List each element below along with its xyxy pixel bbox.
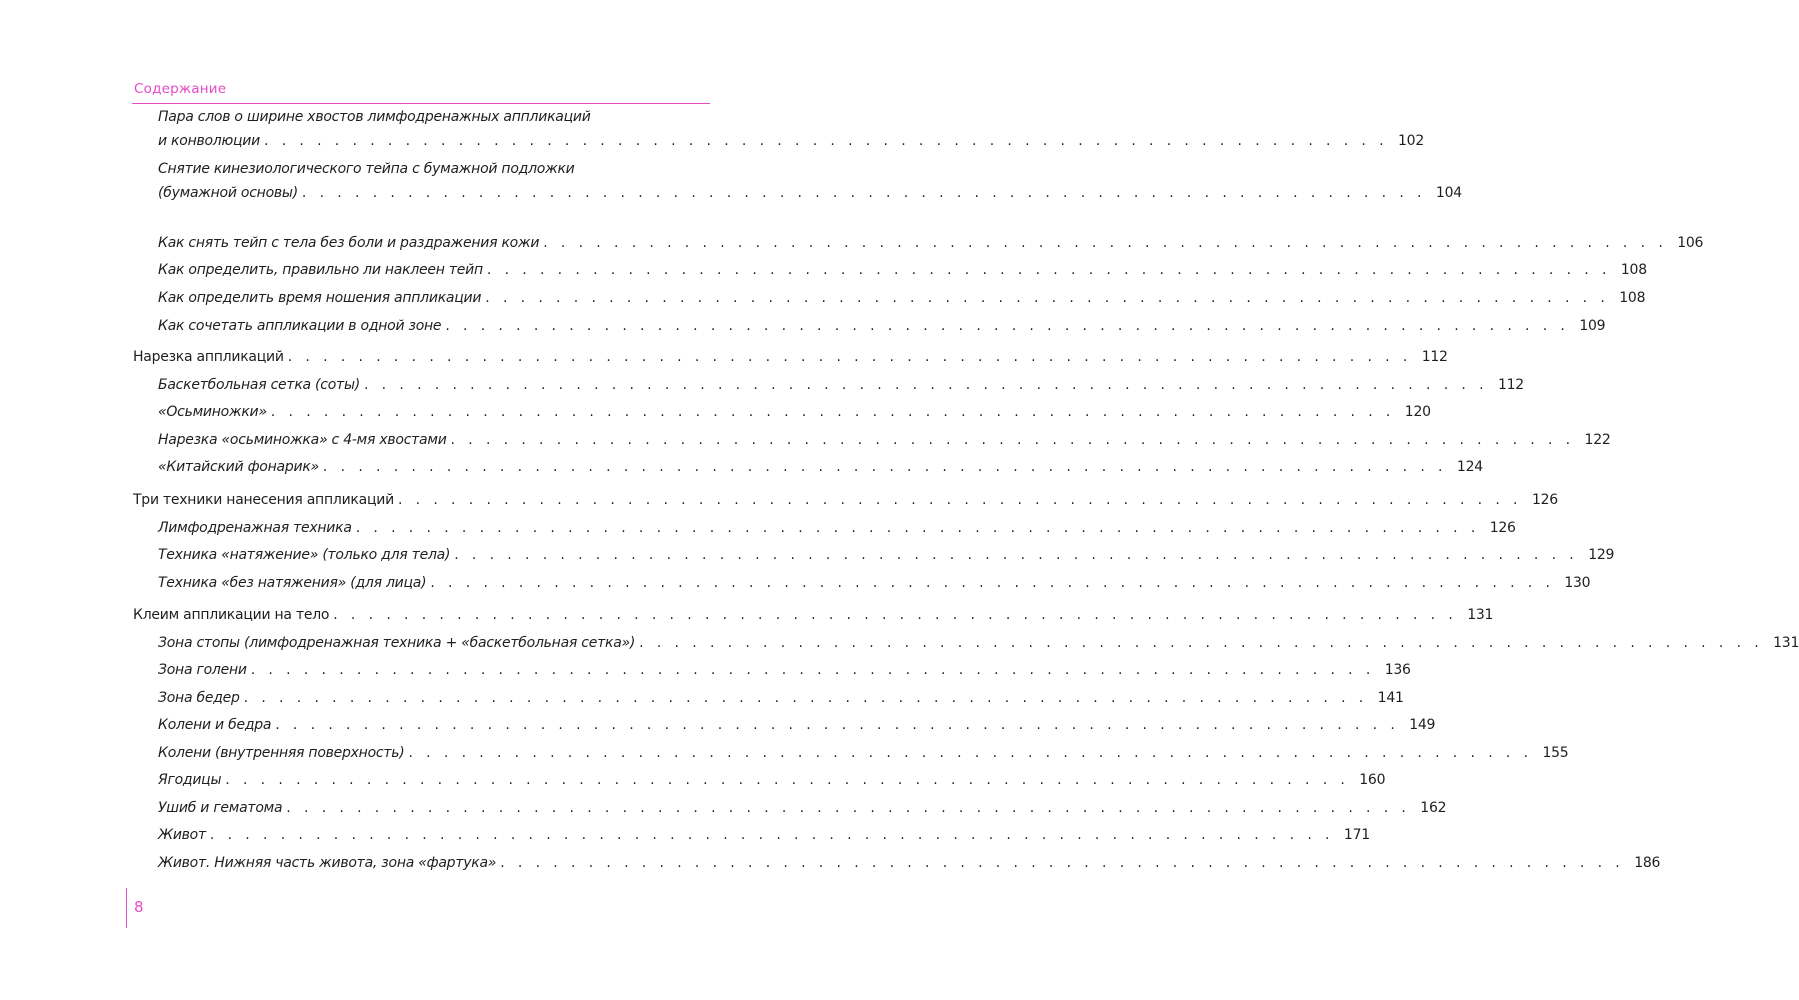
toc-subsection-entry: [158, 455, 1483, 479]
toc-entry-title: «Осьминожки»: [158, 404, 267, 420]
toc-entry-title: Как определить, правильно ли наклеен тейп: [158, 262, 483, 278]
toc-entry-title: Лимфодренажная техника: [158, 520, 352, 536]
dot-leader: . . . . . . . . . . . . . . . . . . . . . . . . . . . . . . . . . . . . . . . . . . . . . . . . . . . . . . . . . . . . . . . .: [225, 772, 1350, 788]
toc-entry-title: Как снять тейп с тела без боли и раздражения кожи: [158, 235, 540, 251]
toc-page-number: 162: [1420, 800, 1447, 816]
toc-page-number: 129: [1588, 547, 1615, 563]
toc-subsection-entry: [158, 686, 1404, 710]
toc-entry-title: Баскетбольная сетка (соты): [158, 377, 360, 393]
toc-subsection-entry: [158, 713, 1436, 737]
toc-entry-title-line: Пара слов о ширине хвостов лимфодренажных аппликаций: [158, 109, 591, 125]
toc-page-number: 104: [1435, 185, 1462, 201]
toc-subsection-entry: [158, 157, 1462, 205]
toc-entry-title: и конволюции: [158, 133, 260, 149]
toc-page-number: 131: [1773, 635, 1799, 651]
dot-leader: . . . . . . . . . . . . . . . . . . . . . . . . . . . . . . . . . . . . . . . . . . . . . . . . . . . . . . . . . . . . . . . .: [485, 290, 1610, 306]
toc-entry-title: Ушиб и гематома: [158, 800, 283, 816]
toc-page-number: 130: [1564, 575, 1591, 591]
dot-leader: . . . . . . . . . . . . . . . . . . . . . . . . . . . . . . . . . . . . . . . . . . . . . . . . . . . . . . . . . . . . . . . .: [639, 635, 1764, 651]
dot-leader: . . . . . . . . . . . . . . . . . . . . . . . . . . . . . . . . . . . . . . . . . . . . . . . . . . . . . . . . . . . . . . . .: [275, 717, 1400, 733]
dot-leader: . . . . . . . . . . . . . . . . . . . . . . . . . . . . . . . . . . . . . . . . . . . . . . . . . . . . . . . . . . . . . . . .: [500, 855, 1625, 871]
toc-page-number: 149: [1409, 717, 1436, 733]
toc-entry-title-line: Снятие кинезиологического тейпа с бумажной подложки: [158, 161, 575, 177]
dot-leader: . . . . . . . . . . . . . . . . . . . . . . . . . . . . . . . . . . . . . . . . . . . . . . . . . . . . . . . . . . . . . . . .: [397, 492, 1522, 508]
toc-section-entry: [133, 488, 1558, 512]
dot-leader: . . . . . . . . . . . . . . . . . . . . . . . . . . . . . . . . . . . . . . . . . . . . . . . . . . . . . . . . . . . . . . . .: [486, 262, 1611, 278]
page-number-marker: [126, 888, 127, 928]
toc-subsection-entry: [158, 823, 1370, 847]
dot-leader: . . . . . . . . . . . . . . . . . . . . . . . . . . . . . . . . . . . . . . . . . . . . . . . . . . . . . . . . . . . . . . . .: [322, 459, 1447, 475]
toc-subsection-entry: [158, 571, 1591, 595]
toc-page-number: 155: [1542, 745, 1569, 761]
dot-leader: . . . . . . . . . . . . . . . . . . . . . . . . . . . . . . . . . . . . . . . . . . . . . . . . . . . . . . . . . . . . . . . .: [301, 185, 1426, 201]
toc-entry-title: Три техники нанесения аппликаций: [133, 492, 394, 508]
toc-page-number: 108: [1620, 262, 1647, 278]
dot-leader: . . . . . . . . . . . . . . . . . . . . . . . . . . . . . . . . . . . . . . . . . . . . . . . . . . . . . . . . . . . . . . . .: [543, 235, 1668, 251]
toc-entry-title: Ягодицы: [158, 772, 222, 788]
toc-entry-title: Зона стопы (лимфодренажная техника + «баскетбольная сетка»): [158, 635, 636, 651]
dot-leader: . . . . . . . . . . . . . . . . . . . . . . . . . . . . . . . . . . . . . . . . . . . . . . . . . . . . . . . . . . . . . . . .: [264, 133, 1388, 149]
toc-subsection-entry: [158, 741, 1569, 765]
toc-subsection-entry: [158, 768, 1386, 792]
toc-entry-title: Техника «без натяжения» (для лица): [158, 575, 427, 591]
toc-page-number: 126: [1489, 520, 1516, 536]
toc-subsection-entry: [158, 105, 1424, 153]
toc-entry-title: Колени и бедра: [158, 717, 272, 733]
dot-leader: . . . . . . . . . . . . . . . . . . . . . . . . . . . . . . . . . . . . . . . . . . . . . . . . . . . . . . . . . . . . . . . .: [363, 377, 1488, 393]
toc-entry-title: Как определить время ношения аппликации: [158, 290, 482, 306]
toc-page-number: 120: [1404, 404, 1431, 420]
toc-entry-title: Нарезка «осьминожка» с 4-мя хвостами: [158, 432, 447, 448]
dot-leader: . . . . . . . . . . . . . . . . . . . . . . . . . . . . . . . . . . . . . . . . . . . . . . . . . . . . . . . . . . . . . . . .: [209, 827, 1334, 843]
toc-entry-title: Техника «натяжение» (только для тела): [158, 547, 451, 563]
toc-page-number: 131: [1467, 607, 1494, 623]
header-divider: [132, 103, 710, 104]
dot-leader: . . . . . . . . . . . . . . . . . . . . . . . . . . . . . . . . . . . . . . . . . . . . . . . . . . . . . . . . . . . . . . . .: [270, 404, 1395, 420]
toc-subsection-entry: [158, 796, 1447, 820]
toc-page-number: 186: [1634, 855, 1661, 871]
toc-page-number: 109: [1579, 318, 1606, 334]
dot-leader: . . . . . . . . . . . . . . . . . . . . . . . . . . . . . . . . . . . . . . . . . . . . . . . . . . . . . . . . . . . . . . . .: [333, 607, 1458, 623]
toc-subsection-entry: [158, 658, 1411, 682]
toc-page-number: 171: [1343, 827, 1370, 843]
toc-section-entry: [133, 345, 1448, 369]
toc-subsection-entry: [158, 231, 1704, 255]
toc-entry-title: Клеим аппликации на тело: [133, 607, 330, 623]
toc-section-entry: [133, 603, 1494, 627]
toc-entry-title: Зона бедер: [158, 690, 240, 706]
toc-subsection-entry: [158, 373, 1524, 397]
toc-page-number: 126: [1531, 492, 1558, 508]
toc-page-number: 124: [1456, 459, 1483, 475]
toc-subsection-entry: [158, 543, 1615, 567]
dot-leader: . . . . . . . . . . . . . . . . . . . . . . . . . . . . . . . . . . . . . . . . . . . . . . . . . . . . . . . . . . . . . . . .: [430, 575, 1555, 591]
page-number: 8: [134, 898, 144, 916]
toc-page-number: 102: [1398, 133, 1424, 149]
toc-entry-title: Живот: [158, 827, 206, 843]
dot-leader: . . . . . . . . . . . . . . . . . . . . . . . . . . . . . . . . . . . . . . . . . . . . . . . . . . . . . . . . . . . . . . . .: [355, 520, 1480, 536]
toc-subsection-entry: [158, 428, 1611, 452]
dot-leader: . . . . . . . . . . . . . . . . . . . . . . . . . . . . . . . . . . . . . . . . . . . . . . . . . . . . . . . . . . . . . . . .: [286, 800, 1411, 816]
page-header-title: Содержание: [134, 81, 227, 97]
toc-entry-title: Колени (внутренняя поверхность): [158, 745, 405, 761]
dot-leader: . . . . . . . . . . . . . . . . . . . . . . . . . . . . . . . . . . . . . . . . . . . . . . . . . . . . . . . . . . . . . . . .: [454, 547, 1579, 563]
toc-subsection-entry: [158, 258, 1647, 282]
dot-leader: . . . . . . . . . . . . . . . . . . . . . . . . . . . . . . . . . . . . . . . . . . . . . . . . . . . . . . . . . . . . . . . .: [445, 318, 1570, 334]
toc-entry-title: Нарезка аппликаций: [133, 349, 284, 365]
dot-leader: . . . . . . . . . . . . . . . . . . . . . . . . . . . . . . . . . . . . . . . . . . . . . . . . . . . . . . . . . . . . . . . .: [250, 662, 1375, 678]
toc-subsection-entry: [158, 400, 1431, 424]
toc-entry-title: (бумажной основы): [158, 185, 298, 201]
toc-page-number: 160: [1359, 772, 1386, 788]
dot-leader: . . . . . . . . . . . . . . . . . . . . . . . . . . . . . . . . . . . . . . . . . . . . . . . . . . . . . . . . . . . . . . . .: [450, 432, 1575, 448]
toc-entry-title: Как сочетать аппликации в одной зоне: [158, 318, 442, 334]
toc-subsection-entry: [158, 631, 1799, 655]
toc-page-number: 112: [1421, 349, 1448, 365]
toc-entry-title: Зона голени: [158, 662, 247, 678]
toc-subsection-entry: [158, 286, 1646, 310]
dot-leader: . . . . . . . . . . . . . . . . . . . . . . . . . . . . . . . . . . . . . . . . . . . . . . . . . . . . . . . . . . . . . . . .: [408, 745, 1533, 761]
dot-leader: . . . . . . . . . . . . . . . . . . . . . . . . . . . . . . . . . . . . . . . . . . . . . . . . . . . . . . . . . . . . . . . .: [287, 349, 1412, 365]
toc-page-number: 136: [1384, 662, 1411, 678]
toc-subsection-entry: [158, 516, 1516, 540]
dot-leader: . . . . . . . . . . . . . . . . . . . . . . . . . . . . . . . . . . . . . . . . . . . . . . . . . . . . . . . . . . . . . . . .: [243, 690, 1368, 706]
toc-page-number: 106: [1677, 235, 1704, 251]
toc-page-number: 112: [1497, 377, 1524, 393]
toc-page-number: 141: [1377, 690, 1404, 706]
toc-page-number: 108: [1619, 290, 1646, 306]
toc-entry-title: Живот. Нижняя часть живота, зона «фартука»: [158, 855, 497, 871]
toc-subsection-entry: [158, 314, 1606, 338]
toc-page-number: 122: [1584, 432, 1611, 448]
toc-entry-title: «Китайский фонарик»: [158, 459, 319, 475]
toc-subsection-entry: [158, 851, 1661, 875]
